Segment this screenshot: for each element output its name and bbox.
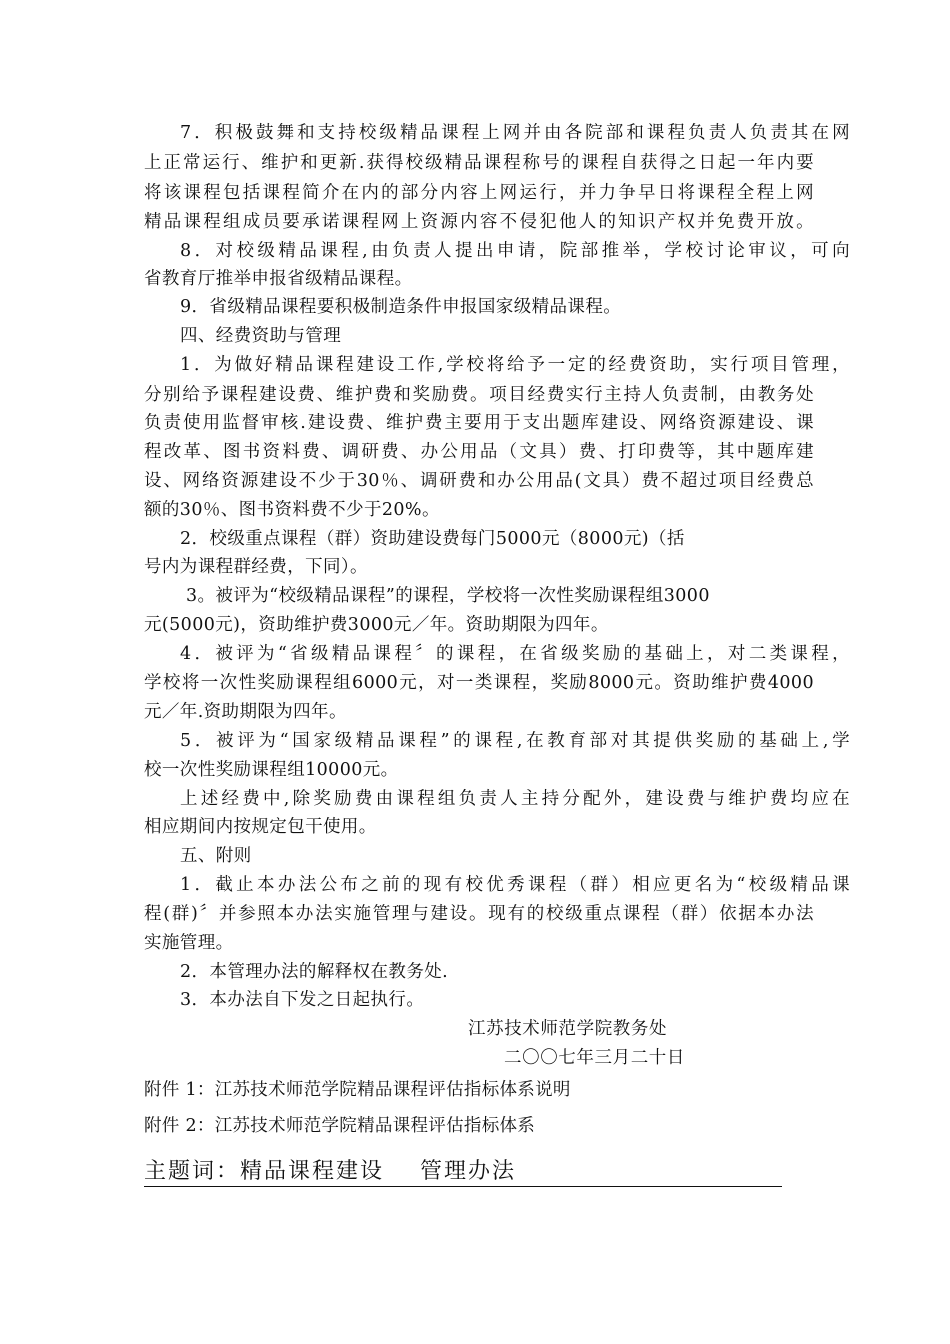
paragraph-line: 上正常运行、维护和更新.获得校级精品课程称号的课程自获得之日起一年内要	[144, 153, 814, 173]
attachment-1: 附件 1：江苏技术师范学院精品课程评估指标体系说明	[144, 1080, 571, 1100]
paragraph-line: 程改革、图书资料费、调研费、办公用品（文具）费、打印费等，其中题库建	[144, 442, 814, 462]
keyword-term: 管理办法	[420, 1159, 517, 1184]
paragraph-line: 元／年.资助期限为四年。	[144, 702, 347, 722]
paragraph-line: 1．为做好精品课程建设工作,学校将给予一定的经费资助，实行项目管理，	[180, 355, 850, 375]
paragraph-line: 校一次性奖励课程组10000元。	[144, 760, 399, 780]
paragraph-line: 学校将一次性奖励课程组6000元，对一类课程，奖励8000元。资助维护费4000	[144, 673, 814, 693]
paragraph-line: 8．对校级精品课程,由负责人提出申请，院部推举，学校讨论审议，可向	[180, 241, 850, 261]
paragraph-line: 5．被评为“国家级精品课程”的课程,在教育部对其提供奖励的基础上,学	[180, 731, 850, 751]
paragraph-line: 2．校级重点课程（群）资助建设费每门5000元（8000元)（括	[180, 529, 685, 549]
paragraph-line: 分别给予课程建设费、维护费和奖励费。项目经费实行主持人负责制，由教务处	[144, 385, 814, 405]
paragraph-line: 元(5000元)，资助维护费3000元／年。资助期限为四年。	[144, 615, 609, 635]
keywords-line	[144, 1158, 782, 1187]
paragraph-line: 2．本管理办法的解释权在教务处.	[180, 962, 449, 982]
paragraph-line: 将该课程包括课程简介在内的部分内容上网运行，并力争早日将课程全程上网	[144, 183, 814, 203]
paragraph-line: 上述经费中,除奖励费由课程组负责人主持分配外，建设费与维护费均应在	[180, 789, 850, 809]
paragraph-line: 7．积极鼓舞和支持校级精品课程上网并由各院部和课程负责人负责其在网	[180, 123, 850, 143]
keywords-label: 主题词：	[144, 1159, 241, 1184]
section-heading: 四、经费资助与管理	[180, 326, 342, 346]
paragraph-line: 额的30％、图书资料费不少于20%。	[144, 500, 440, 520]
paragraph-line: 相应期间内按规定包干使用。	[144, 817, 377, 837]
paragraph-line: 3．本办法自下发之日起执行。	[180, 990, 425, 1010]
paragraph-line: 3。被评为“校级精品课程”的课程，学校将一次性奖励课程组3000	[186, 586, 710, 606]
paragraph-line: 省教育厅推举申报省级精品课程。	[144, 269, 413, 289]
paragraph-line: 程(群)〞并参照本办法实施管理与建设。现有的校级重点课程（群）依据本办法	[144, 904, 814, 924]
keyword-term: 精品课程建设	[240, 1159, 385, 1184]
paragraph-line: 号内为课程群经费，下同）。	[144, 557, 368, 577]
section-heading: 五、附则	[180, 846, 252, 866]
signature-organization: 江苏技术师范学院教务处	[468, 1019, 668, 1039]
paragraph-line: 设、网络资源建设不少于30％、调研费和办公用品(文具）费不超过项目经费总	[144, 471, 814, 491]
paragraph-line: 负责使用监督审核.建设费、维护费主要用于支出题库建设、网络资源建设、课	[144, 413, 814, 433]
paragraph-line: 9．省级精品课程要积极制造条件申报国家级精品课程。	[180, 297, 622, 317]
paragraph-line: 4．被评为“省级精品课程〞的课程，在省级奖励的基础上，对二类课程，	[180, 644, 850, 664]
paragraph-line: 实施管理。	[144, 933, 234, 953]
paragraph-line: 1．截止本办法公布之前的现有校优秀课程（群）相应更名为“校级精品课	[180, 875, 850, 895]
signature-date: 二〇〇七年三月二十日	[504, 1048, 685, 1068]
attachment-2: 附件 2：江苏技术师范学院精品课程评估指标体系	[144, 1116, 536, 1136]
paragraph-line: 精品课程组成员要承诺课程网上资源内容不侵犯他人的知识产权并免费开放。	[144, 212, 814, 232]
